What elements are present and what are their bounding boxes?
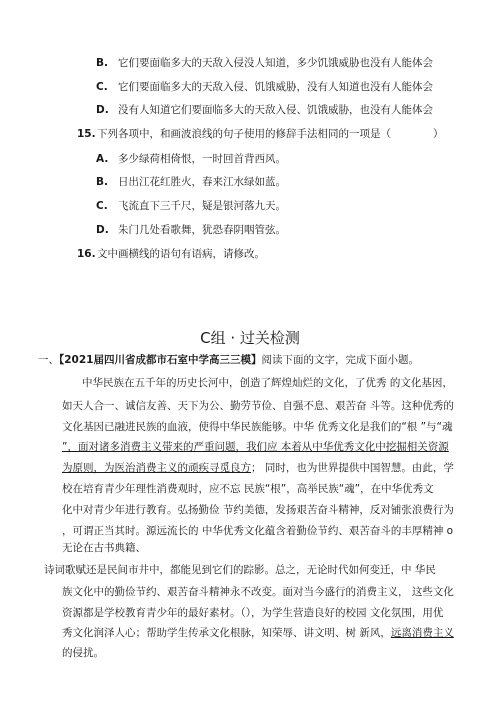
passage-line: 族文化中的勤俭节约、艰苦奋斗精神永不改变。面对当今盛行的消费主义， 这些文化 — [62, 586, 454, 598]
passage-line: ，可谓正当其时。源远流长的 中华优秀文化蕴含着勤俭节约、艰苦奋斗的丰厚精神 o — [62, 525, 454, 537]
passage-line: 文化基因已融进民族的血液，使得中华民族能够。中华 优秀文化是我们的“根 ”与“魂 — [62, 421, 453, 433]
passage-line: 资源都是学校教育青少年的最好素材。（），为学生营造良好的校园 文化氛围，用优 — [62, 607, 444, 619]
passage-line: 校在培育青少年理性消费观时，应不忘 民族“根”，高举民族“魂”，在中华优秀文 — [62, 483, 434, 495]
underlined-phrase: 远离消费主义 — [390, 627, 454, 639]
passage-line: 化中对青少年进行教育。弘扬勤俭 节约美德，发扬艰苦奋斗精神，反对铺张浪费行为 — [62, 504, 454, 516]
option-b-q15: B. 日出江花红胜火，春来江水绿如蓝。 — [96, 176, 286, 188]
option-b-q14: B. 它们要面临多大的天敌入侵没人知道，多少饥饿威胁也没有人能体会 — [96, 57, 433, 69]
underlined-sentence: 为原则，为医治消费主义的顽疾寻觅良方 — [62, 462, 251, 474]
passage-line: 为原则，为医治消费主义的顽疾寻觅良方； 同时，也为世界提供中国智慧。由此，学 — [62, 462, 454, 474]
option-d-q14: D. 没有人知道它们要面临多大的天敌入侵、饥饿威胁，也没有人能体会 — [96, 104, 433, 116]
section-title: C组 · 过关检测 — [200, 329, 300, 347]
option-a-q15: A. 多少绿荷相倚恨，一时回首背西风。 — [96, 153, 286, 165]
passage-line: 的侵扰。 — [62, 647, 104, 659]
question-16: 16.文中画横线的语句有语病，请修改。 — [77, 248, 265, 260]
passage-line: 秀文化润泽人心；帮助学生传承文化根脉，知荣辱、讲文明、树 新风，远离消费主义 — [62, 627, 454, 639]
passage-line: 诗词歌赋还是民间市井中，都能见到它们的踪影。总之，无论时代如何变迁，中 华民 — [44, 564, 436, 576]
option-d-q15: D. 朱门几处看歌舞，犹恐春阴咽管弦。 — [96, 224, 286, 236]
passage-line: 无论在古书典籍、 — [62, 542, 146, 554]
option-c-q15: C. 飞流直下三千尺，疑是银河落九天。 — [96, 200, 286, 212]
option-c-q14: C. 它们要面临多大的天敌入侵、饥饿威胁，没有人知道也没有人能体会 — [96, 81, 433, 93]
passage-line: 中华民族在五千年的历史长河中，创造了辉煌灿烂的文化，了优秀 的文化基因， — [82, 377, 453, 389]
passage-line: 如天人合一、诚信友善、天下为公、勤劳节俭、自强不息、艰苦奋 斗等。这种优秀的 — [62, 400, 454, 412]
passage-intro: 一、【2021届四川省成都市石室中学高三三模】阅读下面的文字，完成下面小题。 — [38, 354, 419, 366]
passage-underlined-line: ”，面对诸多消费主义带来的严重问题，我们应 本着从中华优秀文化中挖掘相关资源 — [62, 441, 449, 453]
question-15: 15.下列各项中，和画波浪线的句子使用的修辞手法相同的一项是（ ） — [77, 128, 444, 140]
